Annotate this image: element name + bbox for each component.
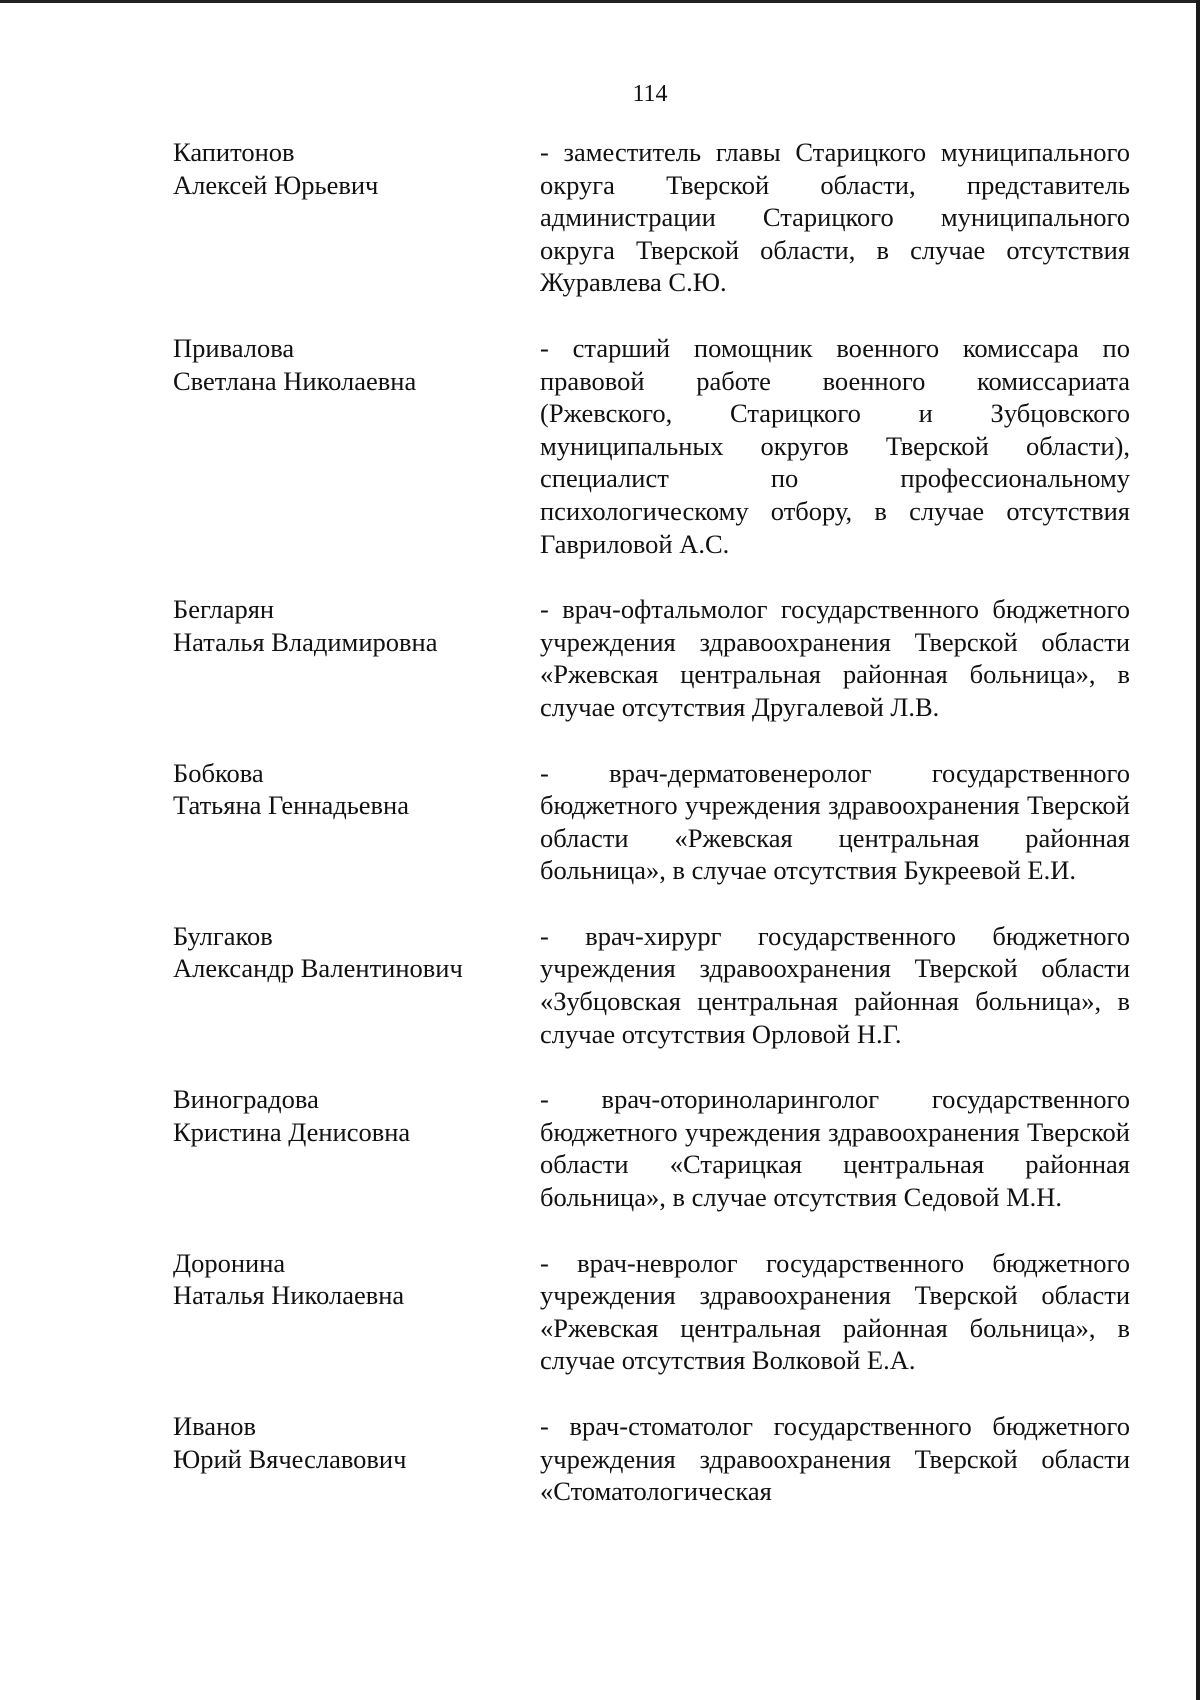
- member-given-names: Юрий Вячеславович: [173, 1443, 407, 1474]
- member-given-names: Татьяна Геннадьевна: [173, 790, 410, 821]
- member-description: - врач-офтальмолог государственного бюджетного учреждения здравоохранения Тверской области «Ржевская центральная районная больница», в случае отсутствия Другалевой Л.В.: [540, 594, 1130, 722]
- member-name: [173, 920, 523, 1050]
- member-entry: [173, 1247, 1130, 1377]
- member-name: [173, 332, 523, 560]
- member-entry: [173, 1410, 1130, 1508]
- member-description: - врач-оториноларинголог государственного бюджетного учреждения здравоохранения Тверской области «Старицкая центральная районная больница», в случае отсутствия Седовой М.Н.: [540, 1084, 1130, 1213]
- member-name: [173, 757, 523, 887]
- member-entry: [173, 757, 1130, 887]
- page-number: 114: [632, 81, 668, 107]
- member-entry: [173, 1083, 1130, 1213]
- member-given-names: Наталья Николаевна: [173, 1280, 405, 1311]
- member-surname: Бегларян: [173, 594, 275, 625]
- member-given-names: Кристина Денисовна: [173, 1116, 411, 1147]
- member-surname: Капитонов: [173, 137, 295, 167]
- scan-edge-right: [1196, 0, 1200, 1700]
- member-entry: [173, 136, 1130, 299]
- member-given-names: Алексей Юрьевич: [173, 169, 379, 200]
- member-description: - врач-хирург государственного бюджетного учреждения здравоохранения Тверской области «Зубцовская центральная районная больница», в случае отсутствия Орловой Н.Г.: [540, 920, 1130, 1049]
- member-name: [173, 1410, 523, 1508]
- member-name: [173, 1247, 523, 1377]
- member-surname: Доронина: [173, 1247, 286, 1278]
- member-surname: Бобкова: [173, 757, 264, 788]
- member-description: - врач-стоматолог государственного бюджетного учреждения здравоохранения Тверской области «Стоматологическая: [540, 1411, 1130, 1507]
- member-description: - врач-дерматовенеролог государственного бюджетного учреждения здравоохранения Тверской области «Ржевская центральная районная больница», в случае отсутствия Букреевой Е.И.: [540, 757, 1130, 886]
- member-given-names: Светлана Николаевна: [173, 365, 417, 396]
- member-name: [173, 593, 523, 723]
- member-surname: Булгаков: [173, 920, 273, 951]
- scan-edge-top: [0, 0, 1200, 3]
- member-given-names: Александр Валентинович: [173, 953, 463, 984]
- member-surname: Привалова: [173, 332, 295, 363]
- member-description: - заместитель главы Старицкого муниципального округа Тверской области, представитель администрации Старицкого муниципального округа Тверской области, в случае отсутствия Журавлева С.Ю.: [540, 137, 1130, 298]
- member-list: [173, 136, 1130, 1508]
- member-entry: [173, 920, 1130, 1050]
- member-entry: [173, 332, 1130, 560]
- member-given-names: Наталья Владимировна: [173, 626, 438, 657]
- member-name: [173, 1083, 523, 1213]
- member-surname: Виноградова: [173, 1084, 319, 1115]
- member-name: [173, 136, 523, 299]
- member-description: - врач-невролог государственного бюджетного учреждения здравоохранения Тверской области «Ржевская центральная районная больница», в случае отсутствия Волковой Е.А.: [540, 1247, 1130, 1376]
- member-description: - старший помощник военного комиссара по правовой работе военного комиссариата (Ржевского, Старицкого и Зубцовского муниципальных округов Тверской области), специалист по профессиональному психологическому отбору, в случае отсутствия Гавриловой А.С.: [540, 332, 1130, 559]
- member-entry: [173, 593, 1130, 723]
- member-surname: Иванов: [173, 1411, 257, 1441]
